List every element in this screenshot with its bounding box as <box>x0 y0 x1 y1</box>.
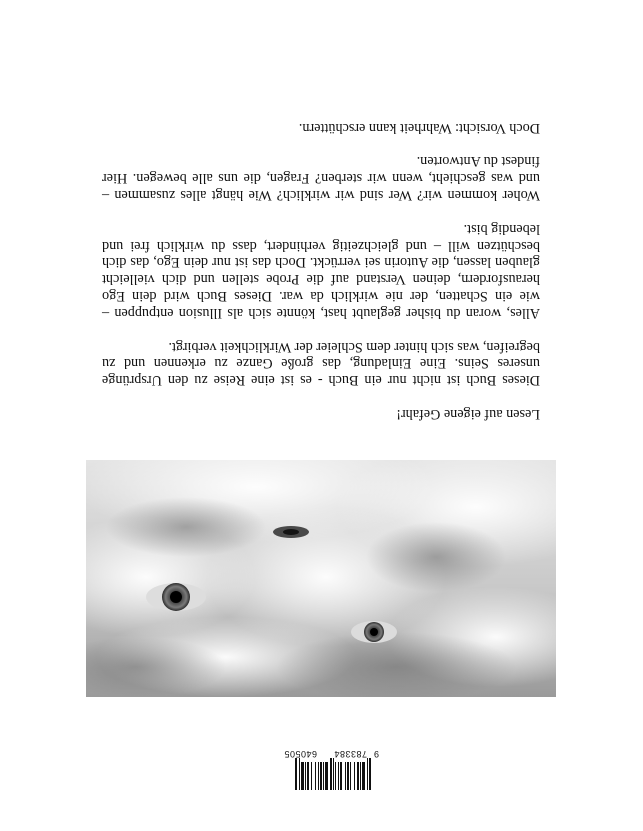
clouds-eyes-image <box>86 460 556 697</box>
eye-icon-top <box>273 526 309 538</box>
barcode-lead-digit: 9 <box>373 749 379 759</box>
isbn-barcode <box>263 744 379 790</box>
blurb-text <box>102 102 540 422</box>
blurb-paragraph-1: Dieses Buch ist nicht nur ein Buch - es ist eine Reise zu den Ursprünge unseres Seins. Eine Einladung, das große Ganze zu erkennen und zu begreifen, was sich hinter dem Schleier der Wirklichkeit verbirgt. <box>102 338 540 389</box>
blurb-paragraph-2: Alles, woran du bisher geglaubt hast, könnte sich als Illusion entpuppen – wie ein Schatten, der nie wirklich da war. Dieses Buch wird dein Ego herausfordern, deinen Verstand auf die Probe stellen und dich vielleicht glauben lassen, die Autorin sei verrückt. Doch das ist nur dein Ego, das dich beschützen will – und gleichzeitig verhindert, dass du wirklich frei und lebendig bist. <box>102 220 540 321</box>
barcode-group-2: 640505 <box>283 749 317 759</box>
barcode-bars <box>271 758 371 790</box>
eye-icon-left <box>351 621 397 643</box>
blurb-paragraph-4: Doch Vorsicht: Wahrheit kann erschüttern. <box>298 119 540 136</box>
eye-icon-right <box>146 583 206 611</box>
barcode-group-1: 783384 <box>333 749 367 759</box>
tagline: Lesen auf eigene Gefahr! <box>396 406 540 422</box>
blurb-paragraph-3: Woher kommen wir? Wer sind wir wirklich? Wie hängt alles zusammen – und was geschieht, wenn wir sterben? Fragen, die uns alle bewegen. Hier findest du Antworten. <box>102 153 540 204</box>
